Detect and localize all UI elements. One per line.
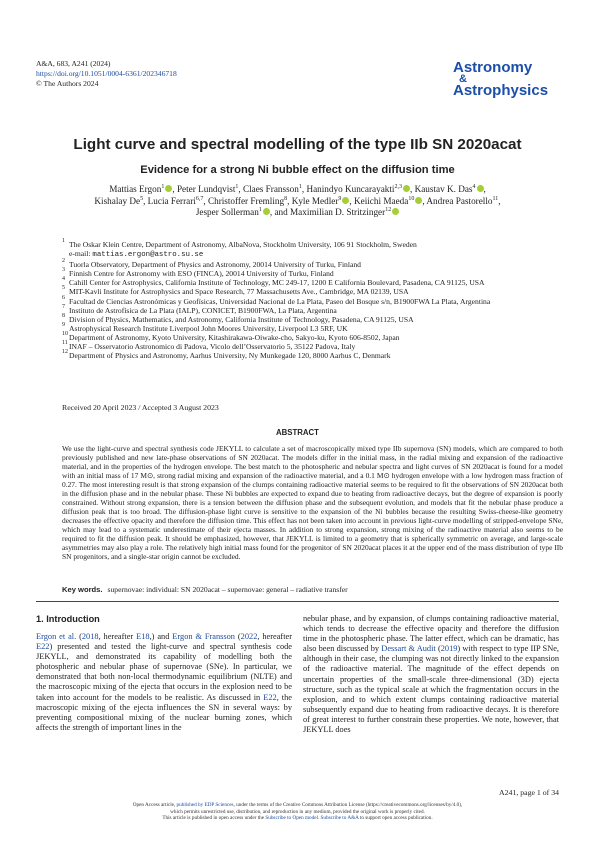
author-affil-number: 1 — [161, 183, 165, 190]
orcid-icon[interactable] — [263, 208, 270, 215]
body-text: , hereafter — [257, 632, 292, 641]
author-separator: , — [172, 184, 177, 194]
keywords — [62, 585, 348, 594]
author-separator: , and — [269, 207, 290, 218]
ref-link[interactable]: E18 — [136, 632, 150, 641]
author-affil-number: 12 — [385, 207, 392, 214]
body-text: ( — [435, 644, 441, 654]
affiliation: 6 Facultad de Ciencias Astronómicas y Geofísicas, Universidad Nacional de La Plata, Paseo del Bosque s/n, B1900FWA La Plata, Argentina — [62, 294, 491, 306]
author-name: Keiichi Maeda — [353, 195, 409, 206]
author-affil-number: 2,3 — [394, 183, 402, 190]
body-text: ( — [76, 632, 82, 641]
keywords-text: supernovae: individual: SN 2020acat – supernovae: general – radiative transfer — [107, 585, 348, 594]
abstract-heading: ABSTRACT — [276, 428, 319, 437]
section-divider — [36, 601, 559, 602]
affiliation-text: Astrophysical Research Institute Liverpool John Moores University, Liverpool L3 5RF, UK — [69, 323, 348, 333]
email-address[interactable]: mattias.ergon@astro.su.se — [92, 251, 204, 260]
author-name: Kaustav K. Das — [414, 184, 473, 194]
affiliation-text: Division of Physics, Mathematics, and Astronomy, California Institute of Technology, Pasadena, CA 91125, USA — [69, 314, 414, 324]
footer-text: , under the terms of the Creative Commons Attribution License (https://creativecommons.org/licenses/by/4.0), — [233, 802, 463, 808]
affiliation-text: Tuorla Observatory, Department of Physics and Astronomy, 20014 University of Turku, Finland — [69, 260, 361, 270]
body-text: ) presented and tested the light-curve and spectral synthesis code JEKYLL, and demonstrated its capability of modelling both the photospheric and nebular phase of supernovae (SNe). In particular, we demonstrated that both non-local thermodynamic equilibrium (NLTE) and the macroscopic mixing of the ejecta that occurs in the explosion need to be taken into account for the models to be realistic. As discussed in — [36, 642, 292, 702]
orcid-icon[interactable] — [392, 208, 399, 215]
ref-link[interactable]: E22 — [36, 642, 50, 652]
affiliation-text: MIT-Kavli Institute for Astrophysics and Space Research, 77 Massachusetts Ave., Cambridge, MA 02139, USA — [69, 287, 409, 297]
section-heading: 1. Introduction — [36, 614, 100, 624]
author-name: Andrea Pastorello — [426, 195, 493, 206]
author-separator: , — [422, 195, 427, 206]
received-dates: Received 20 April 2023 / Accepted 3 August 2023 — [62, 403, 219, 412]
affiliation-list — [62, 240, 562, 360]
affiliation: 9 Astrophysical Research Institute Liverpool John Moores University, Liverpool L3 5RF, UK — [62, 321, 348, 333]
author-affil-number: 1 — [235, 183, 239, 190]
author-name: Claes Fransson — [242, 184, 299, 194]
footer-text: which permits unrestricted use, distribution, and reproduction in any medium, provided the original work is properly cited. — [170, 808, 425, 815]
affiliation-text: Department of Physics and Astronomy, Aarhus University, Ny Munkegade 120, 8000 Aarhus C, Denmark — [69, 351, 391, 361]
affiliation: 12 Department of Physics and Astronomy, Aarhus University, Ny Munkegade 120, 8000 Aarhus C, Denmark — [62, 349, 391, 361]
logo-line1: Astronomy — [453, 59, 533, 76]
author-affil-number: 5 — [140, 195, 144, 202]
author-separator: , — [287, 195, 292, 206]
author-name: Peter Lundqvist — [176, 184, 236, 194]
affiliation: 10 Department of Astronomy, Kyoto University, Kitashirakawa-Oiwake-cho, Sakyo-ku, Kyoto 606-8502, Japan — [62, 330, 400, 342]
author-separator: , — [143, 195, 148, 206]
author-separator: , — [238, 184, 243, 194]
affiliation: 3 Finnish Centre for Astronomy with ESO (FINCA), 20014 University of Turku, Finland — [62, 267, 334, 279]
author-name: Lucia Ferrari — [147, 195, 196, 206]
footer-link[interactable]: Subscribe to A&A — [320, 815, 359, 822]
body-text: , the macroscopic mixing of the ejecta influences the SN in several ways: by preventing compositional mixing of the nuclear burning zones, which affects the strength of important lines in the — [36, 692, 292, 732]
author-affil-number: 6,7 — [195, 195, 204, 202]
ref-link[interactable]: 2018 — [81, 632, 99, 641]
logo-line2: Astrophysics — [453, 82, 549, 99]
body-text: ) with respect to type IIP SNe, although in their case, the clumping was not directly linked to the expansion of the radioactive material. The magnitude of the effect depends on uncertain properties of the small-scale three-dimensional (3D) ejecta structure, such as the typical scale at which the fragmentation occurs in the explosion, and to which extent clumps containing radioactive material subsequently expand due to heating from radioactive decays. It is therefore of great interest to further constrain these properties. We note, however, that JEKYLL does — [303, 644, 560, 735]
paper-subtitle: Evidence for a strong Ni bubble effect on the diffusion time — [140, 164, 455, 176]
ref-link[interactable]: 2022 — [240, 632, 258, 641]
journal-meta — [36, 59, 177, 89]
author-separator: , — [409, 184, 415, 194]
email-label: e-mail: — [69, 249, 93, 259]
affiliation-text: Facultad de Ciencias Astronómicas y Geofísicas, Universidad Nacional de La Plata, Paseo del Bosque s/n, B1900FWA La Plata, Argentina — [69, 296, 491, 306]
footer-text: . — [317, 815, 321, 822]
author-name: Jesper Sollerman — [195, 207, 259, 218]
author-affil-number: 4 — [472, 183, 476, 190]
paper-title: Light curve and spectral modelling of the type IIb SN 2020acat — [73, 136, 522, 153]
body-text: , hereafter — [98, 632, 137, 641]
license-footer — [36, 802, 559, 822]
abstract-text: We use the light-curve and spectral synthesis code JEKYLL to calculate a set of macroscopically mixed type IIb supernova (SN) models, which are compared to both previously published and new late-phase observations of SN 2020acat. The models differ in the initial mass, in the radial mixing and expansion of the radioactive material, and in the properties of the hydrogen envelope. The best match to the photospheric and nebular spectra and light curves of SN 2020acat is found for a model with an initial mass of 17 M⊙, strong radial mixing and expansion of the radioactive material, and a 0.1 M⊙ hydrogen envelope with a low hydrogen mass fraction of 0.27. The most interesting result is that strong expansion of the clumps containing radioactive material seems to be required to fit the observations of SN 2020acat both in the diffusion phase and in the nebular phase. These Ni bubbles are expected to expand due to heating from radioactive decays, but the degree of expansion is poorly constrained. Without strong expansion, there is a tension between the diffusion phase and the subsequent evolution, and models that fit the nebular phase produce a diffusion peak that is too broad. The diffusion-phase light curve is sensitive to the expansion of the Ni bubbles because the resulting Swiss-cheese-like geometry decreases the effective opacity and therefore the diffusion time. This effect has not been taken into account in previous light-curve modelling of stripped-envelope SNe, which may lead to a systematic underestimate of their ejecta masses. In addition to strong expansion, strong mixing of the radioactive material also seems to be required to fit the diffusion peak. It should be emphasized, however, that JEKYLL is limited to a geometry that is spherically symmetric on average, and large-scale asymmetries may also play a role. The relatively high initial mass found for the progenitor of SN 2020acat places it at the upper end of the mass distribution of type IIb SN progenitors, and a single-star origin cannot be excluded. — [62, 444, 563, 561]
author-affil-number: 1 — [258, 207, 262, 214]
author-affil-number: 9 — [338, 195, 342, 202]
affiliation: 4 Cahill Center for Astrophysics, California Institute of Technology, MC 249-17, 1200 E California Boulevard, Pasadena, CA 91125, USA — [62, 276, 485, 288]
author-name: Mattias Ergon — [109, 184, 162, 194]
ref-link[interactable]: E22 — [263, 692, 277, 702]
author-name: Kishalay De — [94, 195, 141, 206]
footer-text: This article is published in open access under the — [162, 815, 266, 822]
author-affil-number: 10 — [408, 195, 415, 202]
body-text: ( — [234, 632, 241, 641]
author-name: Maximilian D. Stritzinger — [290, 207, 386, 218]
affiliation: 7 Instituto de Astrofísica de La Plata (IALP), CONICET, B1900FWA, La Plata, Argentina — [62, 303, 337, 315]
affiliation: 11 INAF – Osservatorio Astronomico di Padova, Vicolo dell’Osservatorio 5, 35122 Padova, Italy — [62, 340, 356, 352]
journal-logo — [453, 60, 561, 98]
ref-link[interactable]: 2019 — [440, 644, 458, 654]
author-affil-number: 8 — [284, 195, 288, 202]
doi-link[interactable]: https://doi.org/10.1051/0004-6361/202346718 — [36, 69, 177, 78]
logo-ampersand: & — [459, 73, 467, 85]
footer-link[interactable]: Subscribe to Open model — [265, 815, 318, 822]
affiliation: 1 The Oskar Klein Centre, Department of Astronomy, AlbaNova, Stockholm University, 106 91 Stockholm, Sweden — [62, 238, 417, 249]
author-affil-number: 11 — [492, 195, 499, 202]
orcid-icon[interactable] — [403, 185, 410, 192]
author-list — [60, 184, 535, 219]
citation: A&A, 683, A241 (2024) — [36, 59, 111, 68]
author-separator: , — [203, 195, 208, 206]
affiliation-text: Instituto de Astrofísica de La Plata (IALP), CONICET, B1900FWA, La Plata, Argentina — [69, 305, 337, 315]
author-separator: , — [483, 184, 486, 194]
affiliation: 2 Tuorla Observatory, Department of Physics and Astronomy, 20014 University of Turku, Finland — [62, 258, 361, 270]
affiliation: 8 Division of Physics, Mathematics, and Astronomy, California Institute of Technology, Pasadena, CA 91125, USA — [62, 312, 414, 324]
author-name: Hanindyo Kuncarayakti — [306, 184, 395, 194]
author-separator: , — [349, 195, 354, 206]
copyright: © The Authors 2024 — [36, 79, 99, 88]
author-separator: , — [498, 195, 501, 206]
email-line — [62, 249, 562, 260]
author-separator: , — [301, 184, 307, 194]
footer-link[interactable]: published by EDP Sciences — [176, 802, 234, 808]
footer-text: Open Access article, — [132, 802, 177, 808]
ref-link[interactable]: Ergon et al. — [36, 632, 77, 641]
affiliation-text: Department of Astronomy, Kyoto University, Kitashirakawa-Oiwake-cho, Sakyo-ku, Kyoto 606-8502, Japan — [69, 332, 400, 342]
affiliation-text: Cahill Center for Astrophysics, California Institute of Technology, MC 249-17, 1200 E California Boulevard, Pasadena, CA 91125, USA — [69, 278, 485, 288]
ref-link[interactable]: Ergon & Fransson — [172, 632, 235, 641]
affiliation-text: The Oskar Klein Centre, Department of Astronomy, AlbaNova, Stockholm University, 106 91 Stockholm, Sweden — [69, 240, 417, 249]
affiliation-text: INAF – Osservatorio Astronomico di Padova, Vicolo dell’Osservatorio 5, 35122 Padova, Italy — [69, 342, 356, 352]
affiliation-text: Finnish Centre for Astronomy with ESO (FINCA), 20014 University of Turku, Finland — [69, 269, 334, 279]
affiliation: 5 MIT-Kavli Institute for Astrophysics and Space Research, 77 Massachusetts Ave., Cambridge, MA 02139, USA — [62, 285, 409, 297]
intro-column-right — [303, 614, 559, 735]
author-affil-number: 1 — [298, 183, 302, 190]
orcid-icon[interactable] — [477, 185, 484, 192]
page-number: A241, page 1 of 34 — [499, 788, 559, 797]
footer-text: to support open access publication. — [358, 815, 433, 822]
intro-column-left — [36, 632, 292, 733]
body-text: nebular phase, and by expansion, of clumps containing radioactive material, which tends to decrease the effective opacity and therefore the diffusion time in the photospheric phase. The latter effect, which can be dramatic, has also been discussed by — [303, 614, 559, 654]
author-name: Kyle Medler — [291, 195, 339, 206]
keywords-label: Key words. — [62, 585, 103, 594]
author-name: Christoffer Fremling — [207, 195, 285, 206]
body-text: ,) and — [149, 632, 173, 641]
ref-link[interactable]: Dessart & Audit — [381, 644, 436, 654]
